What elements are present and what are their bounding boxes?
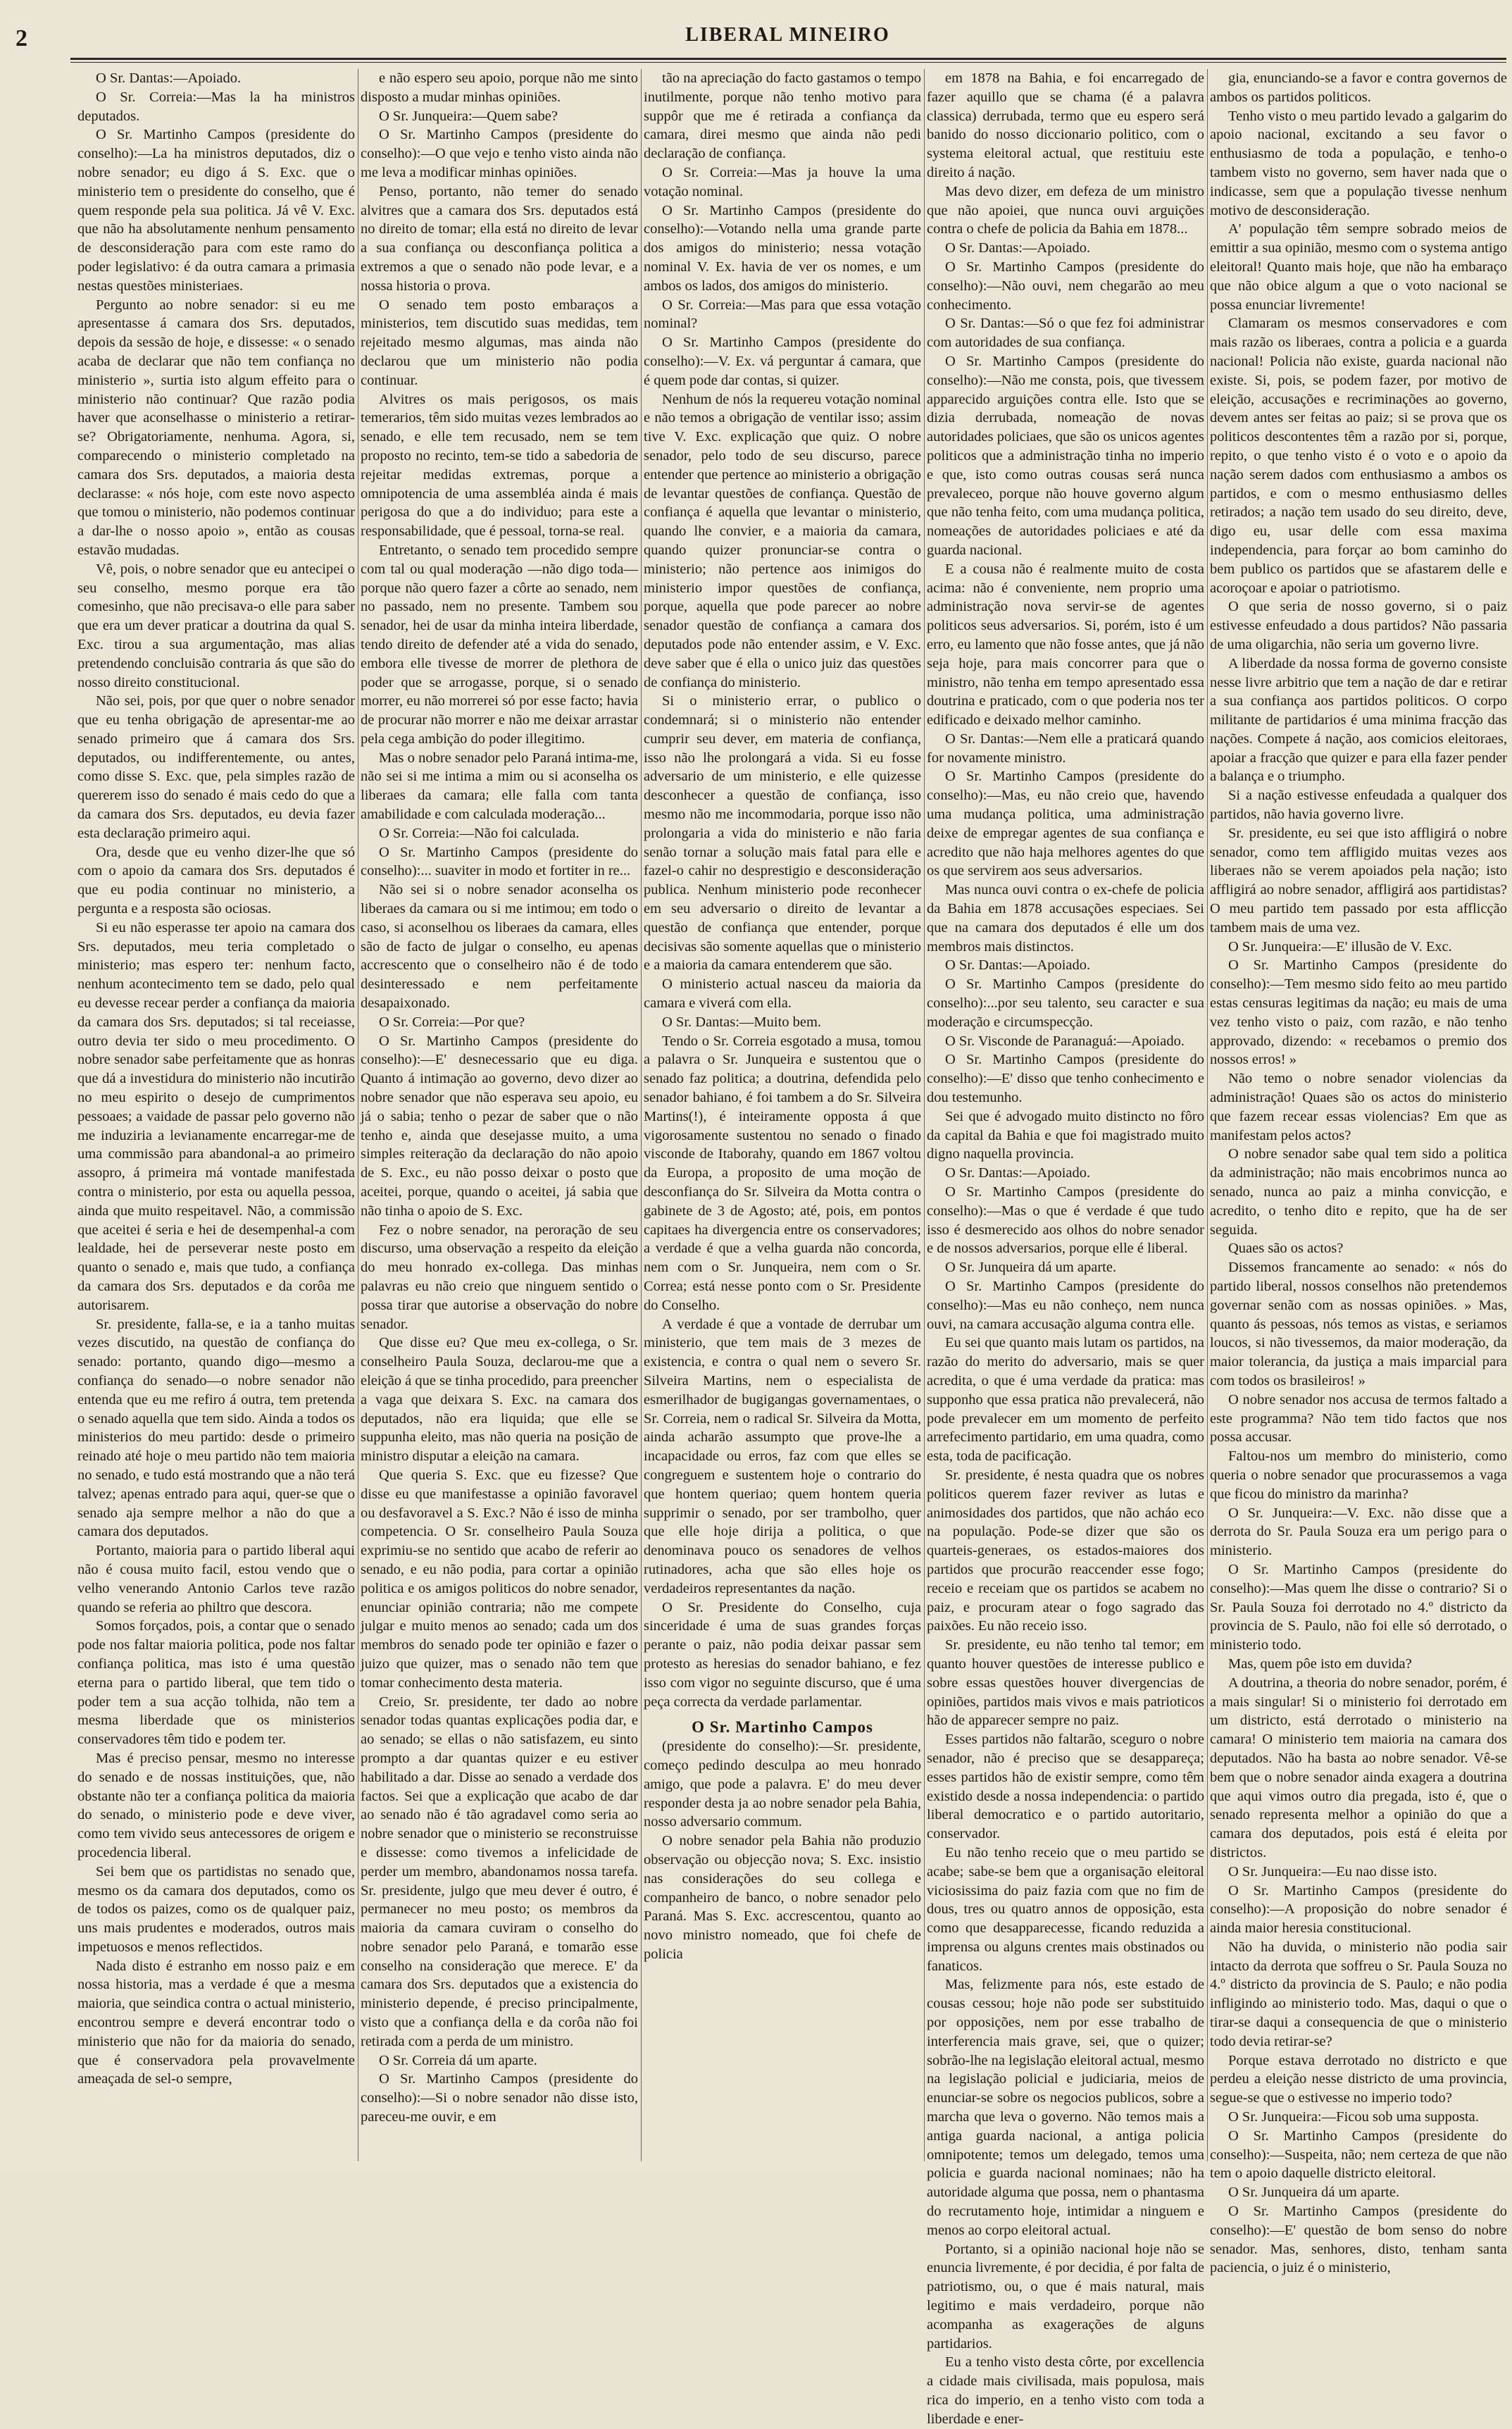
paragraph: Sei bem que os partidistas no senado que, mesmo os da camara dos deputados, como os de todos os paizes, como os de qualquer paiz, uns mais prudentes e moderados, outros mais impetuosos e menos reflectidos. [77,1863,355,1955]
paragraph: Alvitres os mais perigosos, os mais temerarios, têm sido muitas vezes lembrados ao senado, e elle tem recusado, nem se tem proposto no recinto, tem-se tido a sabedoria de rejeitar medidas extremas, porque a omnipotencia de uma assembléa ainda é mais perigosa do que a do individuo; para este a responsabilidade, que é pessoal, torna-se real. [361,391,638,540]
header-rule [70,58,1506,60]
paragraph: Vê, pois, o nobre senador que eu antecipei o seu conselho, mesmo porque era tão comesinho, que não precisava-o elle para saber que era um dever praticar a doutrina da qual S. Exc. tirou a sua argumentação, mas alias pretendendo concluisão contraria ás que são do nosso direito constitucional. [77,561,355,690]
paragraph: O nobre senador sabe qual tem sido a politica da administração; não mais encobrimos nunca ao senado, nunca ao paiz a minha convicção, e acredito, o tenho dito e repito, que ha de ser seguida. [1210,1146,1507,1238]
paragraph: Mas devo dizer, em defeza de um ministro que não apoiei, que nunca ouvi arguições contra o chefe de policia da Bahia em 1878... [927,183,1204,237]
paragraph: O Sr. Dantas:—Apoiado. [945,957,1091,974]
paragraph: Tenho visto o meu partido levado a galgarim do apoio nacional, excitando a seu favor o enthusiasmo de toda a população, e tenho-o tambem visto no governo, sem haver nada que o indicasse, sem que a população tivesse nenhum motivo de desconsideração. [1210,108,1507,218]
paragraph: O Sr. Junqueira:—E' illusão de V. Exc. [1228,938,1452,955]
paragraph: Somos forçados, pois, a contar que o senado pode nos faltar maioria politica, pode nos faltar confiança politica, mas isto é uma questão eterna para o partido liberal, que tem tido o poder tem a sua acção tolhida, não tem a mesma liberdade que os ministerios conservadores têm tido e podem ter. [77,1618,355,1748]
paragraph: O nobre senador pela Bahia não produzio observação ou objecção nova; S. Exc. insistio nas considerações do seu collega e companheiro de banco, o nobre senador pelo Paraná. Mas S. Exc. accrescentou, quanto ao novo ministro nomeado, que foi chefe de policia [644,1833,921,1962]
page-header [15,15,1505,58]
paragraph: O Sr. Dantas:—Apoiado. [945,1165,1091,1181]
paragraph: A' população têm sempre sobrado meios de emittir a sua opinião, mesmo com o systema antigo eleitoral! Quanto mais hoje, que não ha embaraço que não obice algum a que o voto nacional se possa enunciar livremente! [1210,221,1507,313]
paragraph: Mas o nobre senador pelo Paraná intima-me, não sei si me intima a mim ou si aconselha os liberaes da camara; elle falla com tanta amabilidade e com calculada moderação... [361,750,638,823]
paragraph: Eu a tenho visto desta côrte, por excellencia a cidade mais civilisada, mais populosa, mais rica do imperio, en a tenho visto com toda a liberdade e ener- [927,2354,1204,2427]
page-number: 2 [15,25,27,51]
paragraph: O Sr. Martinho Campos (presidente do conselho):—Mas o que é verdade é que tudo isso é desmerecido aos olhos do nobre senador e de nossos adversarios, porque elle é liberal. [927,1184,1204,1257]
paragraph: O Sr. Dantas:—Muito bem. [662,1014,822,1030]
paragraph: gia, enunciando-se a favor e contra governos de ambos os partidos politicos. [1210,70,1507,105]
paragraph: O Sr. Correia:—Mas para que essa votação nominal? [644,297,921,332]
paragraph: Si eu não esperasse ter apoio na camara dos Srs. deputados, meu teria completado o ministerio; mas espero ter: nenhum facto, nenhum acontecimento tem se dado, pelo qual eu devesse recear perder a confiança da maioria da camara dos Srs. deputados; si tal receiasse, outro devia ter sido o meu procedimento. O nobre senador sabe perfeitamente que as honras que dá a investidura do ministerio não incutirão no meu espirito o desejo de cumprimentos pessoaes; a vaidade de passar pelo governo não me induziria a levianamente encarregar-me de uma commissão para abandonal-a ao primeiro assopro, á primeira má vontade manifestada contra o ministerio, por esta ou aquella pessoa, ainda que muito respeitavel. Não, a commissão que aceitei é seria e hei de desempenhal-a com lealdade, hei de perseverar neste posto em quanto o senado e, mais que tudo, a confiança da camara dos Srs. deputados e da corôa me autorisarem. [77,919,355,1313]
paragraph: Nada disto é estranho em nosso paiz e em nossa historia, mas a verdade é que a mesma maioria, que seindica contra o actual ministerio, encontrou sempre e deverá encontrar todo o ministerio que não for da maioria do senado, que é conservadora pela provavelmente ameaçada de sel-o sempre, [77,1958,355,2087]
paragraph: Fez o nobre senador, na peroração de seu discurso, uma observação a respeito da eleição do meu honrado ex-collega. Das minhas palavras eu não creio que ninguem sentido o possa tirar que autorise a observação do nobre senador. [361,1222,638,1332]
paragraph: O Sr. Martinho Campos (presidente do conselho):...por seu talento, seu caracter e sua moderação e circumspecção. [927,976,1204,1030]
paragraph: O Sr. Martinho Campos (presidente do conselho):—Mas eu não conheço, nem nunca ouvi, na camara accusação alguma contra elle. [927,1279,1204,1332]
paragraph: O nobre senador nos accusa de termos faltado a este programma? Não tem tido factos que nos possa accusar. [1210,1391,1507,1446]
paragraph: Si a nação estivesse enfeudada a qualquer dos partidos, não havia governo livre. [1210,788,1507,823]
paragraph: Sr. presidente, é nesta quadra que os nobres politicos querem fazer reviver as lutas e animosidades dos partidos, que não acháo eco na população. Pode-se dizer que são os quarteis-generaes, os estados-maiores dos partidos que procurão reaccender esse fogo; receio e receiam que os partidos se acabem no paiz, e procuram atear o fogo sagrado das paixões. Eu não receio isso. [927,1467,1204,1634]
paragraph: O Sr. Junqueira dá um aparte. [945,1260,1117,1276]
text-column-1 [77,69,355,2166]
paragraph: Eu não tenho receio que o meu partido se acabe; sabe-se bem que a organisação eleitoral viciosissima do paiz fazia com que no fim de dous, tres ou quatro annos de opposição, esta como que desapparecesse, ficando reduzida a imprensa ou alguns crentes mais obstinados ou fanaticos. [927,1844,1204,1974]
section-heading: O Sr. Martinho Campos [692,1718,873,1737]
paragraph: A doutrina, a theoria do nobre senador, porém, é a mais singular! Si o ministerio foi derrotado em um districto, está derrotado o ministerio na camara! O ministerio tem maioria na camara dos deputados. Não ha basta ao nobre senador. Vê-se bem que o nobre senador ainda exagera a doutrina que aqui vimos outro dia pregada, isto é, que o senado representa melhor a opinião do que a camara dos deputados, pois está é eleita por districtos. [1210,1675,1507,1860]
paragraph: O Sr. Presidente do Conselho, cuja sinceridade é uma de suas grandes forças perante o paiz, não podia deixar passar sem protesto as heresias do senador bahiano, e fez isso com vigor no seguinte discurso, que é uma peça correcta da verdade parlamentar. [644,1599,921,1710]
paragraph: O Sr. Correia:—Mas la ha ministros deputados. [77,89,355,124]
paragraph: Não temo o nobre senador violencias da administração! Quaes são os actos do ministerio que fazem recear essas violencias? Em que as manifestam pelos actos? [1210,1071,1507,1143]
paragraph: O Sr. Junqueira:—Eu nao disse isto. [1228,1863,1437,1880]
paragraph: Sei que é advogado muito distincto no fôro da capital da Bahia e que foi magistrado muito digno naquella provincia. [927,1108,1204,1162]
paragraph: O Sr. Martinho Campos (presidente do conselho):—E' desnecessario que eu diga. Quanto á intimação ao governo, devo dizer ao nobre senador que não esperava seu apoio, eu já o sabia; tenho o pezar de saber que o não tenho e, ainda que desejasse muito, a uma simples reiteração da declaração do não apoio de S. Exc., eu não posso deixar o posto que aceitei, porque, quando o aceitei, já sabia que não tinha o apoio de S. Exc. [361,1033,638,1219]
paragraph: A verdade é que a vontade de derrubar um ministerio, que tem mais de 3 mezes de existencia, e contra o qual nem o severo Sr. Silveira Martins, nem o especialista de esmerilhador de bugigangas governamentaes, o Sr. Correia, nem o radical Sr. Silveira da Motta, ainda acharão assumpto que prove-lhe a incapacidade ou erros, faz com que elles se congreguem e sustentem hoje o contrario do que hontem queriao; quem hontem queria supprimir o senado, por ser trambolho, quer que elle hoje dirija a politica, o que denominava pouco os senadores de velhos rutinadores, acha que são elles hoje os verdadeiros representantes da nação. [644,1316,921,1596]
paragraph: Mas, quem pôe isto em duvida? [1228,1655,1412,1672]
paragraph: Pergunto ao nobre senador: si eu me apresentasse á camara dos Srs. deputados, depois da sessão de hoje, e dissesse: « o senado acaba de declarar que não tem confiança no ministerio », surtia isto algum effeito para o ministerio não continuar? Que razão podia haver que aconselhasse o ministerio a retirar-se? Obrigatoriamente, nenhuma. Agora, si, comparecendo o ministerio completado na camara dos Srs. deputados, a maioria desta declarasse: « nós hoje, com este novo aspecto que tomou o ministerio, não podemos continuar a dar-lhe o nosso apoio », então as cousas estavão mudadas. [77,297,355,558]
paragraph: O Sr. Correia:—Por que? [379,1014,525,1030]
paragraph: Não ha duvida, o ministerio não podia sair intacto da derrota que soffreu o Sr. Paula Souza no 4.º districto da provincia de S. Paulo; e não podia infligindo ao ministerio todo. Mas, daqui o que o tirar-se daqui a consequencia de que o ministerio todo devia retirar-se? [1210,1939,1507,2049]
article-columns [77,69,1507,2427]
paragraph: O Sr. Junqueira:—Quem sabe? [379,108,558,124]
paragraph: O Sr. Martinho Campos (presidente do conselho):—Tem mesmo sido feito ao meu partido estas censuras legitimas da nação; eu mais de uma vez tenho visto o paiz, com razão, e não tenho approvado, dizendo: « recebamos o premio dos nossos erros! » [1210,957,1507,1068]
paragraph: Penso, portanto, não temer do senado alvitres que a camara dos Srs. deputados está no direito de tomar; ella está no direito de levar a sua confiança ou desconfiança politica a extremos a que o senado não pode levar, e a nossa historia o prova. [361,183,638,294]
paragraph: O Sr. Correia:—Não foi calculada. [379,825,580,841]
paragraph: O Sr. Dantas:—Nem elle a praticará quando for novamente ministro. [927,731,1204,766]
paragraph: Faltou-nos um membro do ministerio, como queria o nobre senador que procurassemos a vaga que ficou do ministro da marinha? [1210,1448,1507,1502]
paragraph: O Sr. Dantas:—Apoiado. [96,70,242,86]
paragraph: O Sr. Dantas:—Apoiado. [945,240,1091,256]
paragraph: Esses partidos não faltarão, sceguro o nobre senador, não é preciso que se desappareça; esses partidos hão de existir sempre, como têm existido desde a nossa independencia: o partido liberal democratico e o partido autoritario, conservador. [927,1732,1204,1842]
paragraph: Que queria S. Exc. que eu fizesse? Que disse eu que manifestasse a opinião favoravel ou desfavoravel a S. Exc.? Não é isso de minha competencia. O Sr. conselheiro Paula Souza exprimiu-se no sentido que acabo de referir ao senado, e eu não podia, para cortar a opinião politica e os amigos politicos do nobre senador, enunciar opinião contraria; não me compete julgar e muito menos ao senado; cada um dos membros do senado pode ter opinião e fazer o juizo que quizer, mas o senado não tem que tomar conhecimento desta materia. [361,1467,638,1691]
paragraph: O Sr. Junqueira:—V. Exc. não disse que a derrota do Sr. Paula Souza era um perigo para o ministerio. [1210,1505,1507,1559]
paragraph: Tendo o Sr. Correia esgotado a musa, tomou a palavra o Sr. Junqueira e sustentou que o senado faz politica; a doutrina, defendida pelo senador bahiano, é foi tambem a do Sr. Silveira Martins(!), é inteiramente opposta á que vigorosamente sustentou no senado o finado visconde de Itaborahy, quando em 1867 voltou da Europa, a proposito de uma moção de desconfiança do Sr. Silveira da Motta contra o gabinete de 3 de Agosto; até, pois, em pontos capitaes ha divergencia entre os conservadores; a verdade é que a velha guarda não concorda, nem com o Sr. Junqueira, nem com o Sr. Correa; está nesse ponto com o Sr. Presidente do Conselho. [644,1033,921,1313]
paragraph: O Sr. Martinho Campos (presidente do conselho):—Não me consta, pois, que tivessem apparecido arguições contra elle. Isto que se dizia derrubada, nomeação de novas autoridades policiaes, que são os unicos agentes politicos que a administração tinha no imperio e que, isto como outras cousas será nunca prevaleceo, porque não houve governo algum que não tenha feito, com uma mudança politica, nomeações de autoridades policiaes e até da guarda nacional. [927,353,1204,558]
paragraph: Mas é preciso pensar, mesmo no interesse do senado e de nossas instituições, que, não obstante não ter a confiança politica da maioria do senado, o ministerio pode e deve viver, como tem vivido seus antecessores de origem e procedencia liberal. [77,1750,355,1860]
newspaper-title: LIBERAL MINEIRO [685,24,890,46]
paragraph: Eu sei que quanto mais lutam os partidos, na razão do merito do adversario, mais se quer acredita, o que é uma verdade da pratica: mas supponho que essa pratica não prevalecerá, não pode prevalecer em um momento de perfeito arrefecimento partidario, em uma quadra, como esta, toda de pacificação. [927,1335,1204,1465]
paragraph: Portanto, maioria para o partido liberal aqui não é cousa muito facil, estou vendo que o velho venerando Antonio Carlos teve razão quando se referia ao philtro que descora. [77,1543,355,1615]
paragraph: O Sr. Martinho Campos (presidente do conselho):—O que vejo e tenho visto ainda não me leva a modificar minhas opiniões. [361,127,638,180]
text-column-2 [361,69,638,2166]
paragraph: Portanto, si a opinião nacional hoje não se enuncia livremente, é por decidia, é por falta de patriotismo, ou, o que é mais natural, mais legitimo e mais verdadeiro, porque não acompanha as exagerações de alguns partidarios. [927,2241,1204,2352]
paragraph: Si o ministerio errar, o publico o condemnará; si o ministerio não entender cumprir seu dever, em materia de confiança, isso não lhe prolongará a vida. Si eu fosse adversario de um ministerio, e elle quizesse desconhecer a questão de confiança, isso mesmo não me incommodaria, porque isso não prolongaria a vida do ministerio e não faria senão tornar a solução mais fatal para elle e fazel-o cahir no desprestigio e desconsideração publica. Nenhum ministerio pode reconhecer em seu adversario o direito de levantar a questão de confiança que entender, porque decisivas são somente aquellas que o ministerio e a maioria da camara entenderem que são. [644,693,921,974]
paragraph: Porque estava derrotado no districto e que perdeu a eleição nesse districto de uma provincia, segue-se que o estivesse no imperio todo? [1210,2052,1507,2106]
paragraph: Sr. presidente, falla-se, e ia a tanho muitas vezes discutido, na questão de confiança do senado: portanto, quando digo—mesmo a confiança do senado—o nobre senador não entenda que eu me refiro á outra, tem pretenda o senado aquella que tem sido. Ainda a todos os ministerios do meu partido: desde o primeiro reinado até hoje o meu partido não tem maioria no senado, e tudo está mostrando que a não terá talvez; apenas entrado para aqui, quer-se que o senado aja sempre melhor a não do que a camara dos deputados. [77,1316,355,1540]
paragraph: O Sr. Martinho Campos (presidente do conselho):—La ha ministros deputados, diz o nobre senador; eu digo á S. Exc. que o ministerio tem o presidente do conselho, que é quem responde pela sua politica. Já vê V. Exc. que não ha absolutamente nenhum pensamento de desconsideração para com este ramo do poder legislativo: é da outra camara a primasia nestas questões ministeriaes. [77,127,355,294]
paragraph: O Sr. Martinho Campos (presidente do conselho):—Votando nella uma grande parte dos amigos do ministerio; nessa votação nominal V. Ex. havia de ver os nomes, e um ambos os lados, dos amigos do ministerio. [644,202,921,294]
paragraph: O Sr. Martinho Campos (presidente do conselho):—Si o nobre senador não disse isto, pareceu-me ouvir, e em [361,2071,638,2125]
paragraph: Mas, felizmente para nós, este estado de cousas cessou; hoje não pode ser substituido por opposições, nem por esse trabalho de interferencia mais grave, sei, que o quizer; sobrão-lhe na legislação eleitoral actual, mesmo na legislação policial e judiciaria, meios de enunciar-se sobre os negocios publicos, sobre a marcha que leva o governo. Não temos mais a antiga guarda nacional, a antiga policia omnipotente; temos um delegado, temos uma policia e guarda nacional nominaes; não ha autoridade alguma que possa, nem o phantasma do recrutamento hoje, intimidar a ninguem e menos ao corpo eleitoral actual. [927,1977,1204,2238]
paragraph: O Sr. Martinho Campos (presidente do conselho):—Não ouvi, nem chegarão ao meu conhecimento. [927,259,1204,313]
paragraph: Sr. presidente, eu não tenho tal temor; em quanto houver questões de interesse publico e sobre essas questões houver divergencias de opiniões, partidos mais vivos e mais patrioticos hão de apparecer sempre no paiz. [927,1637,1204,1729]
paragraph: O Sr. Martinho Campos (presidente do conselho):—Mas, eu não creio que, havendo uma mudança politica, uma administração deixe de empregar agentes de sua confiança e acredito que não haja melhores agentes do que os que servirem aos seus adversarios. [927,769,1204,879]
paragraph: Não sei, pois, por que quer o nobre senador que eu tenha obrigação de apresentar-me ao senado primeiro que á camara dos Srs. deputados, ou indifferentemente, ou antes, como disse S. Exc. que, pela simples razão de quererem isso do senado é mais cedo do que a da camara dos Srs. deputados, eu devia fazer esta declaração primeiro aqui. [77,693,355,841]
paragraph: O Sr. Martinho Campos (presidente do conselho):—V. Ex. vá perguntar á camara, que é quem pode dar contas, si quizer. [644,335,921,388]
paragraph: O Sr. Correia:—Mas ja houve la uma votação nominal. [644,164,921,199]
paragraph: tão na apreciação do facto gastamos o tempo inutilmente, porque não tenho motivo para suppôr que me é retirada a confiança da camara, direi mesmo que ainda não pedi declaração de confiança. [644,70,921,162]
paragraph: Nenhum de nós la requereu votação nominal e não temos a obrigação de ventilar isso; assim tive V. Exc. explicação que quiz. O nobre senador, pelo todo de seu discurso, parece entender que pertence ao ministerio a obrigação de levantar questões de confiança. Questão de confiança é aquella que levantar o ministerio, quando lhe convier, e a maioria da camara, quando quizer pronunciar-se contra o ministerio; não pertence aos inimigos do ministerio impor questões de confiança, porque, aquella que pode parecer ao nobre senador questão de confiança a camara dos deputados pode não entender assim, e V. Exc. deve saber que é ella o unico juiz das questões de confiança do ministerio. [644,391,921,690]
paragraph: (presidente do conselho):—Sr. presidente, começo pedindo desculpa ao meu honrado amigo, que pode a palavra. E' do meu dever responder desta ja ao nobre senador pela Bahia, nosso adversario commum. [644,1739,921,1830]
paragraph: em 1878 na Bahia, e foi encarregado de fazer aquillo que se chama (é a palavra classica) derrubada, termo que eu espero será banido do nosso diccionario politico, com o systema eleitoral actual, que restituiu este direito á nação. [927,70,1204,180]
paragraph: Que disse eu? Que meu ex-collega, o Sr. conselheiro Paula Souza, declarou-me que a eleição á que se tinha procedido, para preencher a vaga que deixara S. Exc. na camara dos deputados, não era liquida; que elle se suppunha eleito, mas não queria na posição de ministro disputar a eleição na camara. [361,1335,638,1465]
paragraph: e não espero seu apoio, porque não me sinto disposto a mudar minhas opiniões. [361,70,638,105]
paragraph: Dissemos francamente ao senado: « nós do partido liberal, nossos conselhos não pretendemos governar senão com as nossas opiniões. » Mas, quanto ás pessoas, nós temos as vistas, e seriamos loucos, si não tivessemos, da maior moderação, da maior tolerancia, da justiça a mais imparcial para com todos os brasileiros! » [1210,1260,1507,1389]
paragraph: O Sr. Visconde de Paranaguá:—Apoiado. [945,1033,1185,1049]
paragraph: O Sr. Martinho Campos (presidente do conselho):—A proposição do nobre senador é ainda maior heresia constitucional. [1210,1882,1507,1937]
paragraph: O Sr. Martinho Campos (presidente do conselho):—E' questão de bom senso do nobre senador. Mas, senhores, disto, tenham santa paciencia, o juiz é o ministerio, [1210,2204,1507,2276]
text-column-3 [644,69,921,2166]
text-column-5 [1210,69,1507,2276]
paragraph: O senado tem posto embaraços a ministerios, tem discutido suas medidas, tem rejeitado mesmo algumas, mas ainda não declarou que um ministerio não podia continuar. [361,297,638,388]
paragraph: O Sr. Martinho Campos (presidente do conselho):—Mas quem lhe disse o contrario? Si o Sr. Paula Souza foi derrotado no 4.º districto da provincia de S. Paulo, não foi elle só derrotado, o ministerio todo. [1210,1561,1507,1653]
paragraph: O Sr. Martinho Campos (presidente do conselho):—E' disso que tenho conhecimento e dou testemunho. [927,1052,1204,1106]
text-column-4 [927,69,1204,2427]
paragraph: Clamaram os mesmos conservadores e com mais razão os liberaes, contra a policia e a guarda nacional! Policia não existe, guarda nacional não existe. Si, pois, se podem fazer, por motivo de eleição, accusações e recriminações ao governo, devem antes ser feitas ao paiz; si se prova que os politicos descontentes têm a razão por si, porque, repito, o que tenho visto é o voto e o apoio da nação serem dados com enthusiasmo a ambos os partidos, e com o mesmo enthusiasmo delles retirados; a nação tem usado do seu direito, deve, digo eu, usar delle com essa maxima independencia, para forçar ao bom caminho do bem publico os partidos que se afastarem delle e acoroçoar e apoiar o patriotismo. [1210,316,1507,596]
paragraph: O ministerio actual nasceu da maioria da camara e viverá com ella. [644,976,921,1012]
paragraph: Mas nunca ouvi contra o ex-chefe de policia da Bahia em 1878 accusações especiaes. Sei que na camara dos deputados é elle um dos membros mais distinctos. [927,882,1204,955]
paragraph: O Sr. Junqueira dá um aparte. [1228,2185,1400,2201]
header-rule-thin [70,62,1506,63]
paragraph: O Sr. Junqueira:—Ficou sob uma supposta. [1228,2109,1479,2125]
paragraph: Quaes são os actos? [1228,1241,1344,1257]
paragraph: O Sr. Dantas:—Só o que fez foi administrar com autoridades de sua confiança. [927,316,1204,351]
paragraph: Sr. presidente, eu sei que isto affligirá o nobre senador, como tem affligido muitas vezes aos liberaes não se verem apoiados pela nação; isto affligirá ao nobre senador, affligirá aos partidistas? O meu partido tem passado por esta afflicção tambem mais de uma vez. [1210,825,1507,936]
paragraph: Ora, desde que eu venho dizer-lhe que só com o apoio da camara dos Srs. deputados é que eu podia continuar no ministerio, a pergunta e a resposta são ociosas. [77,844,355,917]
paragraph: Não sei si o nobre senador aconselha os liberaes da camara ou si me intimou; em todo o caso, si aconselhou os liberaes da camara, elles são de facto de julgar o conselho, eu apenas accrescento que o conselheiro não é de todo desinteressado e nem perfeitamente desapaixonado. [361,882,638,1012]
paragraph: Entretanto, o senado tem procedido sempre com tal ou qual moderação —não digo toda—porque não quero fazer a côrte ao senado, nem no passado, nem no presente. Tambem sou senador, hei de usar da minha inteira liberdade, tendo direito de defender até a vida do senado, embora elle tivesse de morrer de plethora de poder que se arrogasse, porque, si o senado morrer, eu não morrerei só por esse facto; havia de procurar não morrer e não me deixar arrastar pela cega ambição do poder illegitimo. [361,542,638,747]
paragraph: O Sr. Correia dá um aparte. [379,2052,537,2068]
paragraph: O que seria de nosso governo, si o paiz estivesse enfeudado a dous partidos? Não passaria de uma oligarchia, não seria um governo livre. [1210,599,1507,652]
paragraph: A liberdade da nossa forma de governo consiste nesse livre arbitrio que tem a nação de dar e retirar a sua confiança aos partidos politicos. O corpo militante de partidarios é uma minima fracção das nações. Compete á nação, aos comicios eleitoraes, apoiar a fracção que quizer e para ella fazer pender a balança e o triumpho. [1210,655,1507,785]
paragraph: O Sr. Martinho Campos (presidente do conselho):—Suspeita, não; nem certeza de que não tem o apoio daquelle districto eleitoral. [1210,2127,1507,2182]
paragraph: Creio, Sr. presidente, ter dado ao nobre senador todas quantas explicações podia dar, e ao senado; se ellas o não satisfazem, eu sinto prompto a dar quantas quizer e eu estiver habilitado a dar. Disse ao senado a verdade dos factos. Sei que a explicação que acabo de dar ao senado não é tão agradavel como seria ao nobre senador que o ministerio se reconstruisse e dissesse: como tivemos a infelicidade de perder um membro, abandonamos nossa tarefa. Sr. presidente, julgo que meu dever é outro, é permanecer no meu posto; os membros da maioria da camara cuviram o conselho do nobre senador pelo Paraná, e tomarão esse conselho na consideração que merece. E' da camara dos Srs. deputados que a existencia do ministerio depende, é preciso principalmente, visto que a confiança della e da corôa não foi retirada com a perda de um ministro. [361,1694,638,2049]
paragraph: E a cousa não é realmente muito de costa acima: não é conveniente, nem proprio uma administração nova servir-se de agentes politicos seus adversarios. Si, porém, isto é um erro, eu lamento que não fosse antes, que já não seja hoje, para mais concorrer para que o ministro, não tenha em tempo apresentado essa doutrina e praticado, com o que poderia nos ter edificado e deixado melhor caminho. [927,561,1204,728]
paragraph: O Sr. Martinho Campos (presidente do conselho):... suaviter in modo et fortiter in re... [361,844,638,879]
